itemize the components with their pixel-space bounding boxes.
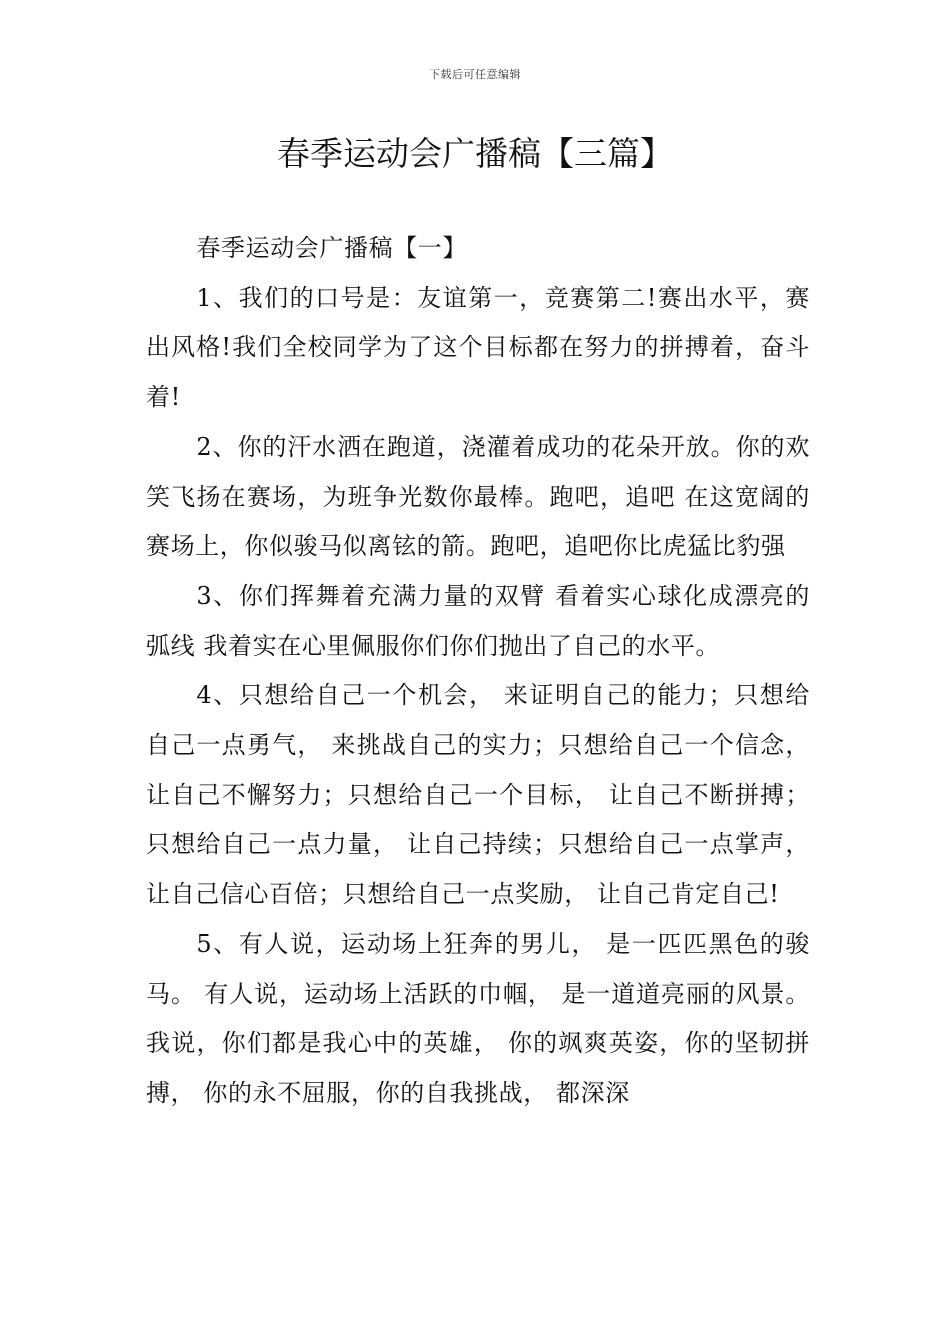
paragraph-3: 3、你们挥舞着充满力量的双臂 看着实心球化成漂亮的弧线 我着实在心里佩服你们你们抛出了自己的水平。 — [146, 581, 810, 660]
paragraph-1: 1、我们的口号是：友谊第一，竞赛第二!赛出水平，赛出风格!我们全校同学为了这个目标都在努力的拼搏着，奋斗着! — [146, 283, 810, 412]
paragraph-4: 4、只想给自己一个机会， 来证明自己的能力；只想给自己一点勇气， 来挑战自己的实力；只想给自己一个信念， 让自己不懈努力；只想给自己一个目标， 让自己不断拼搏；只想给自己一点力量， 让自己持续；只想给自己一点掌声， 让自己信心百倍；只想给自己一点奖励， 让自己肯定自己! — [146, 681, 810, 909]
document-body — [146, 224, 810, 1119]
paragraph-5: 5、有人说，运动场上狂奔的男儿， 是一匹匹黑色的骏马。 有人说，运动场上活跃的巾帼， 是一道道亮丽的风景。 我说，你们都是我心中的英雄， 你的飒爽英姿，你的坚韧拼搏， 你的永不屈服，你的自我挑战， 都深深 — [146, 929, 810, 1107]
section-heading: 春季运动会广播稿【一】 — [196, 234, 467, 262]
header-note: 下载后可任意编辑 — [429, 68, 521, 81]
document-title: 春季运动会广播稿【三篇】 — [277, 134, 673, 173]
paragraph-2: 2、你的汗水洒在跑道，浇灌着成功的花朵开放。你的欢笑飞扬在赛场，为班争光数你最棒。跑吧，追吧 在这宽阔的赛场上，你似骏马似离铉的箭。跑吧，追吧你比虎猛比豹强 — [146, 432, 810, 561]
